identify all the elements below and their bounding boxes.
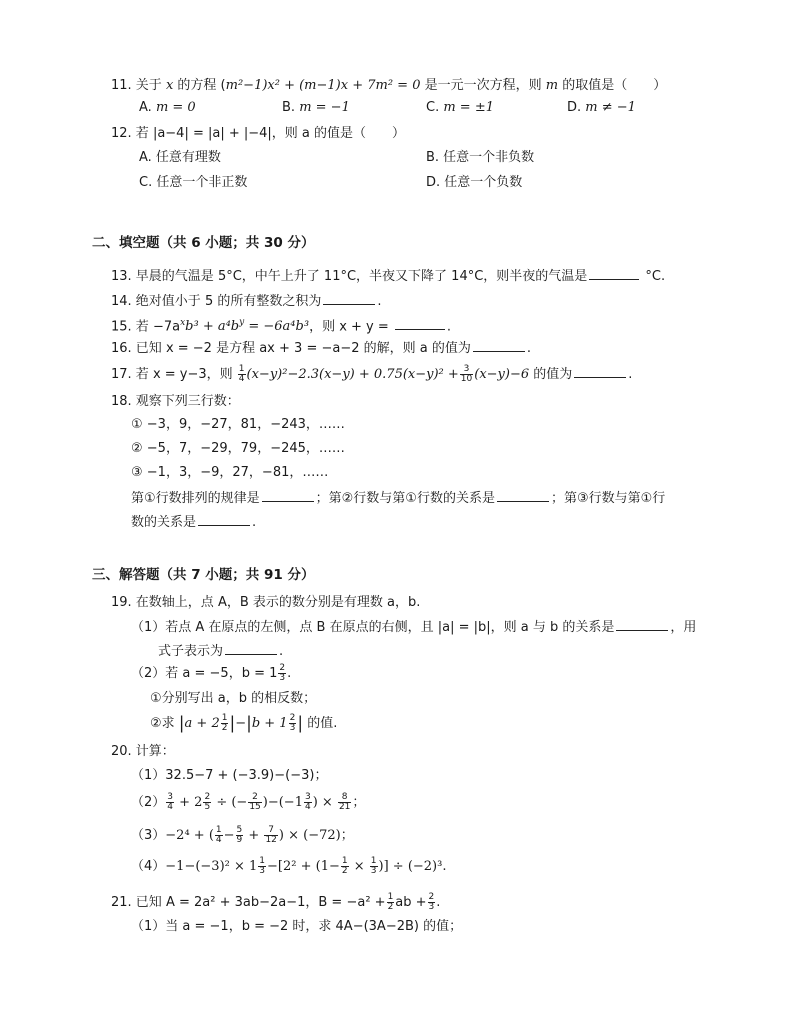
q20-p3-expr2: ) × (−72): [278, 828, 341, 843]
answer-blank[interactable]: [473, 338, 525, 352]
fraction-2-3: $\frac{2}{3}$: [289, 713, 296, 733]
q20-p3-expr1: −2⁴ + (: [165, 828, 214, 843]
times-sign: ×: [349, 859, 369, 874]
fraction-1-2: $\frac{1}{2}$: [341, 856, 348, 876]
answer-blank[interactable]: [395, 316, 445, 330]
q11-equation: m²−1)x² + (m−1)x + 7m² = 0: [225, 78, 425, 93]
fraction-7-12: $\frac{7}{12}$: [265, 825, 277, 845]
q20-part-1: （1）32.5−7 + (−3.9)−(−3)；: [131, 768, 328, 783]
answer-blank[interactable]: [323, 291, 375, 305]
answer-blank[interactable]: [262, 488, 314, 502]
q21-part-1: （1）当 a = −1，b = −2 时，求 4A−(3A−2B) 的值；: [131, 919, 463, 934]
question-15: 15. 若 $-7a^xb^3 + a^4b^y = -6a^4b^3$，则 x + y = .: [111, 318, 452, 335]
q18-row-3: ③ −1，3，−9，27，−81，……: [131, 465, 329, 480]
answer-blank[interactable]: [574, 364, 626, 378]
q11-option-a[interactable]: A. m = 0: [139, 100, 196, 115]
fraction-1-3: $\frac{1}{3}$: [370, 856, 377, 876]
abs-bar: |: [246, 713, 252, 734]
fraction-5-9: $\frac{5}{9}$: [236, 825, 243, 845]
fraction-1-3: $\frac{1}{3}$: [259, 856, 266, 876]
fraction-2-3: $\frac{2}{3}$: [279, 663, 286, 683]
q12-option-a[interactable]: A. 任意有理数: [139, 150, 221, 165]
q20-p4-expr2: −[2² + (1−: [267, 859, 340, 874]
answer-blank[interactable]: [198, 512, 250, 526]
question-11-stem: 11. 关于 x 的方程 (m²−1)x² + (m−1)x + 7m² = 0 是一元一次方程，则 m 的取值是（ ）: [111, 78, 667, 93]
q17-expr1: (x−y)²−2.3(x−y) + 0.75(x−y)² +: [246, 367, 459, 382]
section-3-title: 三、解答题（共 7 小题；共 91 分）: [92, 567, 315, 583]
q19-abs-1: a + 2: [184, 716, 220, 731]
question-16: 16. 已知 x = −2 是方程 ax + 3 = −a−2 的解，则 a 的值为 .: [111, 338, 531, 358]
q18-line-1: 第①行数排列的规律是 ；第②行数与第①行数的关系是 ；第③行数与第①行: [131, 488, 665, 508]
fraction-2-15: $\frac{2}{15}$: [249, 792, 261, 812]
q19-part-2-i: ①分别写出 a，b 的相反数；: [150, 691, 317, 706]
question-14: 14. 绝对值小于 5 的所有整数之积为 .: [111, 291, 381, 311]
semicolon: ；: [352, 795, 366, 810]
q12-option-c[interactable]: C. 任意一个非正数: [139, 175, 248, 190]
question-17: 17. 若 x = y−3，则 $\frac{1}{4}$ (x−y)²−2.3(x−y) + 0.75(x−y)² + $\frac{3}{10}$ (x−y)−6 的值为 .: [111, 364, 633, 384]
q20-part-3: （3）−2⁴ + ( $\frac{1}{4}$ − $\frac{5}{9}$ + $\frac{7}{12}$ ) × (−72)；: [131, 825, 354, 845]
q20-p2-expr1: + 2: [175, 795, 203, 810]
q20-part-2: （2） $\frac{3}{4}$ + 2 $\frac{2}{5}$ ÷ (− $\frac{2}{15}$ )−(−1 $\frac{3}{4}$ ) × $\frac{8}{21}$ ；: [131, 792, 366, 812]
q15-exp: x: [180, 318, 186, 328]
q18-row-2: ② −5，7，−29，79，−245，……: [131, 441, 345, 456]
q18-row-1: ① −3，9，−27，81，−243，……: [131, 417, 345, 432]
q19-part-1: （1）若点 A 在原点的左侧，点 B 在原点的右侧，且 |a| = |b|，则 a 与 b 的关系是 ，用: [131, 617, 696, 637]
q12-option-d[interactable]: D. 任意一个负数: [426, 175, 523, 190]
q19-abs-2: b + 1: [251, 716, 288, 731]
minus-sign: −: [223, 828, 235, 843]
fraction-8-21: $\frac{8}{21}$: [338, 792, 351, 812]
q19-part-2-ii: ②求 |a + 2 $\frac{1}{2}$ |−|b + 1 $\frac{2}{3}$ | 的值.: [150, 713, 338, 734]
fraction-1-2: $\frac{1}{2}$: [387, 892, 394, 912]
fraction-3-4: $\frac{3}{4}$: [167, 792, 174, 812]
var-x: x: [165, 78, 174, 93]
q18-line-2: 数的关系是 .: [131, 512, 256, 532]
fraction-1-4: $\frac{1}{4}$: [238, 364, 245, 384]
fraction-3-4: $\frac{3}{4}$: [304, 792, 311, 812]
question-13: 13. 早晨的气温是 5°C，中午上升了 11°C，半夜又下降了 14°C，则半夜的气温是 °C.: [111, 266, 665, 286]
abs-bar: |: [297, 713, 304, 734]
q11-option-b[interactable]: B. m = −1: [282, 100, 350, 115]
q12-option-b[interactable]: B. 任意一个非负数: [426, 150, 535, 165]
fraction-2-5: $\frac{2}{5}$: [204, 792, 211, 812]
fraction-2-3: $\frac{2}{3}$: [428, 892, 435, 912]
fraction-3-10: $\frac{3}{10}$: [460, 364, 473, 384]
q15-expr: $b^3 + a^4b^y = -6a^4b^3$: [185, 318, 310, 335]
plus-sign: +: [244, 828, 264, 843]
question-20-stem: 20. 计算：: [111, 744, 175, 759]
q20-part-4: （4）−1−(−3)² × 1 $\frac{1}{3}$ −[2² + (1− $\frac{1}{2}$ × $\frac{1}{3}$ )] ÷ (−2)³.: [131, 856, 447, 876]
q20-p2-expr4: ) ×: [312, 795, 337, 810]
answer-blank[interactable]: [589, 266, 639, 280]
question-19-stem: 19. 在数轴上，点 A，B 表示的数分别是有理数 a，b.: [111, 595, 421, 610]
question-12-stem: 12. 若 |a−4| = |a| + |−4|，则 a 的值是（ ）: [111, 126, 406, 141]
question-21-stem: 21. 已知 A = 2a² + 3ab−2a−1，B = −a² + $\frac{1}{2}$ ab + $\frac{2}{3}$ .: [111, 892, 441, 912]
minus-sign: −: [235, 716, 247, 731]
q20-p2-expr3: )−(−1: [262, 795, 303, 810]
semicolon: ；: [340, 828, 354, 843]
section-2-title: 二、填空题（共 6 小题；共 30 分）: [92, 235, 315, 251]
q11-option-c[interactable]: C. m = ±1: [426, 100, 494, 115]
abs-bar: |: [178, 713, 185, 734]
var-m: m: [545, 78, 559, 93]
q17-expr2: (x−y)−6: [474, 367, 534, 382]
q20-p2-expr2: ÷ (−: [212, 795, 248, 810]
abs-bar: |: [229, 713, 236, 734]
fraction-1-4: $\frac{1}{4}$: [215, 825, 222, 845]
q11-option-d[interactable]: D. m ≠ −1: [567, 100, 636, 115]
answer-blank[interactable]: [616, 617, 668, 631]
answer-blank[interactable]: [497, 488, 549, 502]
q20-p4-expr1: −1−(−3)² × 1: [165, 859, 258, 874]
question-18-stem: 18. 观察下列三行数：: [111, 394, 240, 409]
answer-blank[interactable]: [225, 641, 277, 655]
fraction-1-2: $\frac{1}{2}$: [221, 713, 228, 733]
q19-part-1-cont: 式子表示为 .: [158, 641, 283, 661]
q20-p4-expr3: )] ÷ (−2)³.: [378, 859, 447, 874]
q19-part-2: （2）若 a = −5，b = 1 $\frac{2}{3}$ .: [131, 663, 292, 683]
